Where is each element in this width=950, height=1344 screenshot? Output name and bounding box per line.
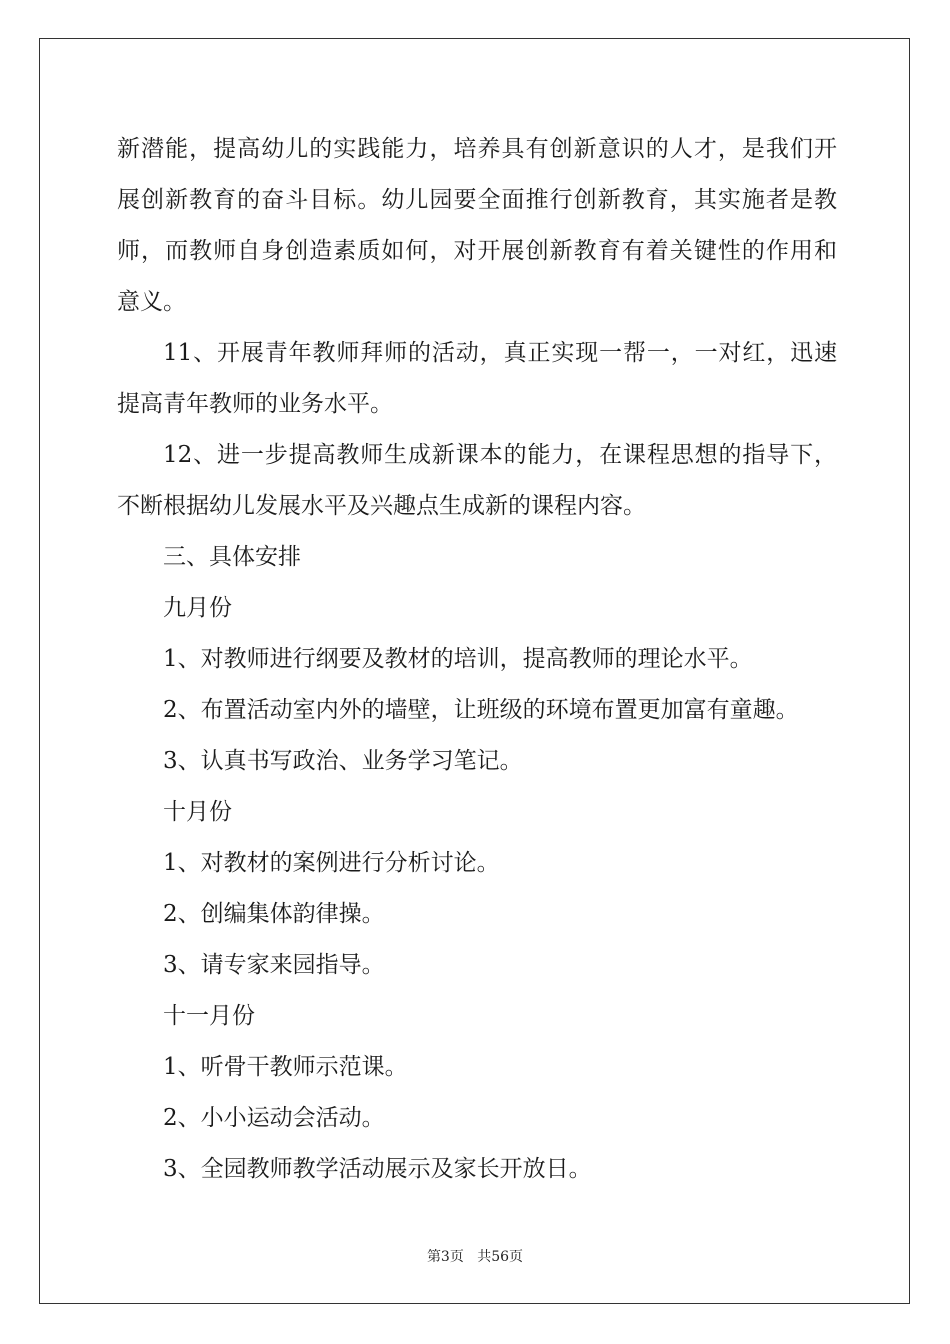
list-item: 1、听骨干教师示范课。	[163, 1054, 408, 1080]
month-heading: 十月份	[163, 799, 232, 825]
text-line: 12、进一步提高教师生成新课本的能力，在课程思想的指导下，	[163, 442, 837, 468]
page-number: 第3页	[426, 1249, 464, 1265]
month-heading: 十一月份	[163, 1003, 255, 1029]
list-item: 1、对教材的案例进行分析讨论。	[163, 850, 500, 876]
list-item: 1、对教师进行纲要及教材的培训，提高教师的理论水平。	[163, 646, 753, 672]
text-line: 师，而教师自身创造素质如何，对开展创新教育有着关键性的作用和	[117, 238, 837, 264]
list-item: 2、小小运动会活动。	[163, 1105, 385, 1131]
month-heading: 九月份	[163, 595, 232, 621]
list-item: 3、请专家来园指导。	[163, 952, 385, 978]
text-line: 提高青年教师的业务水平。	[117, 391, 393, 417]
text-line: 不断根据幼儿发展水平及兴趣点生成新的课程内容。	[117, 493, 646, 519]
list-item: 3、认真书写政治、业务学习笔记。	[163, 748, 523, 774]
page-footer	[0, 1246, 950, 1266]
list-item: 2、布置活动室内外的墙壁，让班级的环境布置更加富有童趣。	[163, 697, 799, 723]
list-item: 3、全园教师教学活动展示及家长开放日。	[163, 1156, 592, 1182]
text-line: 展创新教育的奋斗目标。幼儿园要全面推行创新教育，其实施者是教	[117, 187, 837, 213]
text-line: 新潜能，提高幼儿的实践能力，培养具有创新意识的人才，是我们开	[117, 136, 837, 162]
text-line: 意义。	[117, 289, 186, 315]
list-item: 2、创编集体韵律操。	[163, 901, 385, 927]
page-total: 共56页	[477, 1249, 524, 1265]
document-body	[117, 124, 837, 1195]
text-line: 11、开展青年教师拜师的活动，真正实现一帮一，一对红，迅速	[163, 340, 837, 366]
section-heading: 三、具体安排	[163, 544, 301, 570]
